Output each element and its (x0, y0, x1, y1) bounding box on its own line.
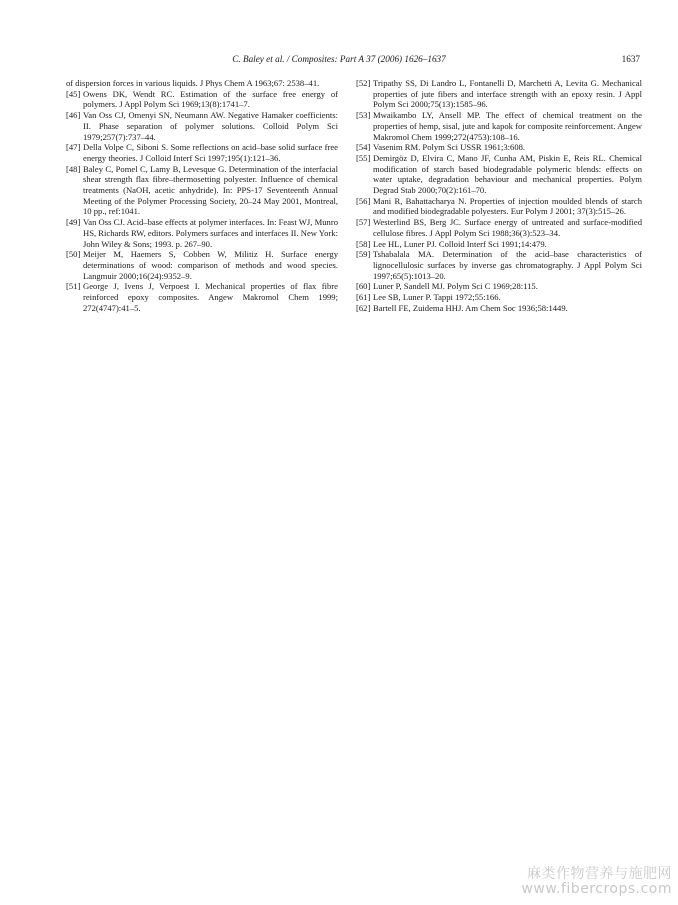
reference-entry (356, 292, 642, 303)
reference-text: Luner P, Sandell MJ. Polym Sci C 1969;28:115. (373, 281, 538, 292)
reference-text: Della Volpe C, Siboni S. Some reflections on acid–base solid surface free energy theories. J Colloid Interf Sci 1997;195(1):121–36. (83, 142, 338, 163)
reference-text: Van Oss CJ, Omenyi SN, Neumann AW. Negative Hamaker coefficients: II. Phase separation of polymer solutions. Colloid Polym Sci 1979;257(7):737–44. (83, 110, 338, 142)
reference-entry (66, 217, 338, 249)
reference-number: [61] (356, 292, 371, 303)
reference-entry (356, 196, 642, 217)
reference-text: Mani R, Bahattacharya N. Properties of injection moulded blends of starch and modified biodegradable polyesters. Eur Polym J 2001; 37(3):515–26. (373, 195, 642, 217)
reference-entry (356, 142, 642, 153)
reference-entry (66, 249, 338, 281)
reference-number: [60] (356, 281, 371, 292)
reference-number: [53] (356, 110, 371, 121)
reference-entry (356, 110, 642, 142)
reference-text: Westerlind BS, Berg JC. Surface energy of untreated and surface-modified cellulose fibres. J Appl Polym Sci 1988;36(3):523–34. (373, 217, 642, 238)
reference-number: [50] (66, 249, 81, 260)
reference-entry (356, 78, 642, 110)
page-header (0, 52, 678, 66)
reference-entry (66, 164, 338, 218)
references-left-column (66, 78, 338, 313)
page-number: 1637 (621, 54, 640, 64)
reference-number: [48] (66, 163, 81, 174)
watermark-title: 麻类作物营养与施肥网 (527, 866, 672, 882)
reference-entry (66, 142, 338, 163)
reference-text: Meijer M, Haemers S, Cobben W, Militiz H. Surface energy determinations of wood: comparison of methods and wood species. Langmuir 2000;16(24):9352–9. (83, 249, 338, 281)
watermark (521, 867, 672, 897)
reference-number: [56] (356, 195, 371, 206)
reference-text: Tshabalala MA. Determination of the acid–base characteristics of lignocellulosic surfaces by inverse gas chromatography. J Appl Polym Sci 1997;65(5):1013–20. (373, 249, 642, 281)
reference-text: Lee HL, Luner PJ. Colloid Interf Sci 1991;14:479. (373, 238, 547, 249)
reference-text: Lee SB, Luner P. Tappi 1972;55:166. (373, 292, 501, 303)
reference-text: Vasenim RM. Polym Sci USSR 1961;3:608. (373, 142, 526, 153)
reference-number: [57] (356, 217, 371, 228)
reference-number: [49] (66, 217, 81, 228)
reference-number: [62] (356, 302, 371, 313)
reference-number: [54] (356, 142, 371, 153)
reference-number: [45] (66, 88, 81, 99)
reference-entry (356, 217, 642, 238)
reference-text: Demirgöz D, Elvira C, Mano JF, Cunha AM, Piskin E, Reis RL. Chemical modification of starch based biodegradable polymeric blends: effects on water uptake, degradation behaviour and mechanical properties. Polym Degrad Stab 2000;70(2):161–70. (373, 152, 642, 196)
reference-entry (66, 110, 338, 142)
reference-entry (356, 153, 642, 196)
reference-continuation: of dispersion forces in various liquids. J Phys Chem A 1963;67: 2538–41. (66, 78, 320, 88)
reference-text: Van Oss CJ. Acid–base effects at polymer interfaces. In: Feast WJ, Munro HS, Richards RW, editors. Polymers surfaces and interfaces II. New York: John Wiley & Sons; 1993. p. 267–90. (83, 217, 338, 249)
reference-entry (66, 89, 338, 110)
reference-number: [46] (66, 110, 81, 121)
reference-text: George J, Ivens J, Verpoest I. Mechanical properties of flax fibre reinforced epoxy composites. Angew Makromol Chem 1999; 272(4747):41–5. (83, 281, 338, 313)
reference-text: Bartell FE, Zuidema HHJ. Am Chem Soc 1936;58:1449. (373, 302, 568, 313)
reference-text: Baley C, Pomel C, Lamy B, Levesque G. Determination of the interfacial shear strength flax fibre–thermosetting polyester. Influence of chemical treatments (NaOH, acetic anhydride). In: PPS-17 Seventeenth Annual Meeting of the Polymer Processing Society, 20–24 May 2001, Montreal, 10 pp., ref:1041. (83, 163, 338, 217)
references-right-column (356, 78, 642, 313)
reference-number: [59] (356, 249, 371, 260)
reference-entry (66, 281, 338, 313)
reference-text: Owens DK, Wendt RC. Estimation of the surface free energy of polymers. J Appl Polym Sci 1969;13(8):1741–7. (83, 88, 338, 110)
reference-number: [55] (356, 152, 371, 163)
reference-entry (356, 281, 642, 292)
reference-number: [51] (66, 281, 81, 292)
reference-entry (356, 239, 642, 250)
reference-number: [52] (356, 78, 371, 88)
reference-number: [58] (356, 238, 371, 249)
reference-text: Mwaikambo LY, Ansell MP. The effect of chemical treatment on the properties of hemp, sisal, jute and kapok for composite reinforcement. Angew Makromol Chem 1999;272(4753):108–16. (373, 110, 642, 142)
reference-number: [47] (66, 142, 81, 153)
reference-entry (356, 303, 642, 314)
reference-text: Tripathy SS, Di Landro L, Fontanelli D, Marchetti A, Levita G. Mechanical properties of jute fibers and interface strength with an epoxy resin. J Appl Polym Sci 2000;75(13):1585–96. (373, 78, 642, 110)
reference-entry (356, 249, 642, 281)
running-head: C. Baley et al. / Composites: Part A 37 (2006) 1626–1637 (232, 54, 446, 64)
watermark-url: www.fibercrops.com (521, 881, 672, 897)
